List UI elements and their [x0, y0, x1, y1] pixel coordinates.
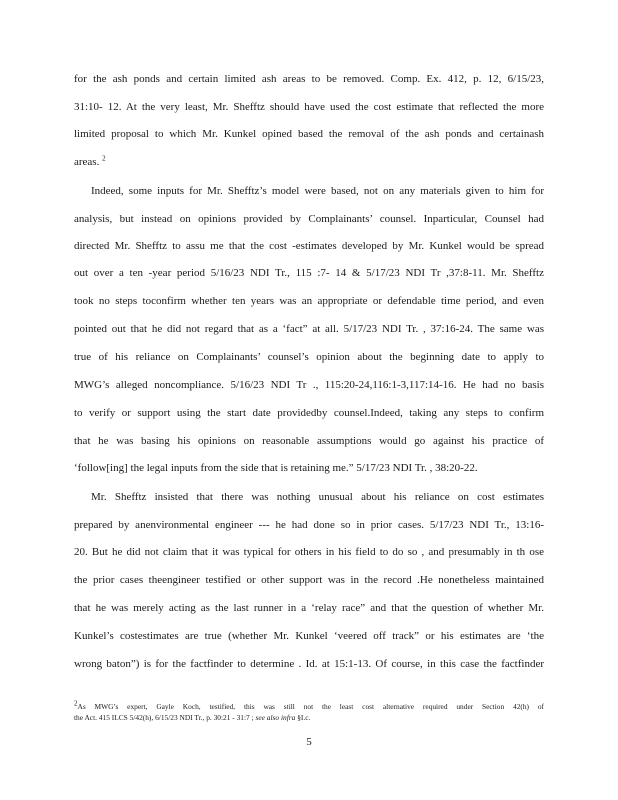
body-line: limited proposal to which Mr. Kunkel opined based the removal of the ash ponds and certainash [74, 128, 544, 140]
footnote [74, 699, 544, 712]
paragraph-start: Indeed, some inputs for Mr. Shefftz’s model were based, not on any materials given to him for [91, 185, 544, 197]
body-line: that he was basing his opinions on reasonable assumptions would go against his practice of [74, 435, 544, 447]
footnote-text: As MWG’s expert, Gayle Koch, testified, this was still not the least cost alternative required under Section 42(h) of [77, 702, 544, 711]
body-line: to verify or support using the start date providedby counsel.Indeed, taking any steps to confirm [74, 407, 544, 419]
body-line: wrong baton”) is for the factfinder to determine . Id. at 15:1-13. Of course, in this case the factfinder [74, 658, 544, 670]
body-line: the prior cases theengineer testified or other support was in the record .He nonetheless maintained [74, 574, 544, 586]
footnote-marker: 2 [74, 699, 78, 708]
paragraph-start: Mr. Shefftz insisted that there was nothing unusual about his reliance on cost estimates [91, 491, 544, 503]
body-line: out over a ten -year period 5/16/23 NDI Tr., 115 :7- 14 & 5/17/23 NDI Tr ,37:8-11. Mr. Shefftz [74, 267, 544, 279]
body-line: prepared by anenvironmental engineer --- he had done so in prior cases. 5/17/23 NDI Tr., 13:16- [74, 519, 544, 531]
footnote-reference[interactable]: 2 [102, 154, 106, 163]
body-line: pointed out that he did not regard that as a ‘fact” at all. 5/17/23 NDI Tr. , 37:16-24. The same was [74, 323, 544, 335]
body-line: directed Mr. Shefftz to assu me that the cost -estimates developed by Mr. Kunkel would be spread [74, 240, 544, 252]
body-line: ‘follow[ing] the legal inputs from the side that is retaining me.” 5/17/23 NDI Tr. , 38:20-22. [74, 462, 478, 474]
body-line: 20. But he did not claim that it was typical for others in his field to do so , and presumably in th ose [74, 546, 544, 558]
body-line: Kunkel’s costestimates are true (whether Mr. Kunkel ‘veered off track” or his estimates are ‘the [74, 630, 544, 642]
body-line: MWG’s alleged noncompliance. 5/16/23 NDI Tr ., 115:20-24,116:1-3,117:14-16. He had no basis [74, 379, 544, 391]
body-line: that he was merely acting as the last runner in a ‘relay race” and that the question of whether Mr. [74, 602, 544, 614]
body-line: for the ash ponds and certain limited ash areas to be removed. Comp. Ex. 412, p. 12, 6/15/23, [74, 73, 544, 85]
body-line: took no steps toconfirm whether ten years was an appropriate or defendable time period, and even [74, 295, 544, 307]
footnote-line [74, 713, 544, 723]
body-line: 31:10- 12. At the very least, Mr. Shefftz should have used the cost estimate that reflected the more [74, 101, 544, 113]
body-line [74, 155, 544, 169]
footnote-signal: see also infra [255, 713, 296, 722]
body-line: analysis, but instead on opinions provided by Complainants’ counsel. Inparticular, Counsel had [74, 213, 544, 225]
body-line: true of his reliance on Complainants’ counsel’s opinion about the beginning date to apply to [74, 351, 544, 363]
body-line-text: areas. [74, 156, 100, 168]
footnote-text: the Act. 415 ILCS 5/42(h), 6/15/23 NDI Tr., p. 30:21 - 31:7 ; [74, 713, 254, 722]
footnote-crossref: §I.c. [297, 713, 311, 722]
page-number: 5 [306, 736, 312, 748]
